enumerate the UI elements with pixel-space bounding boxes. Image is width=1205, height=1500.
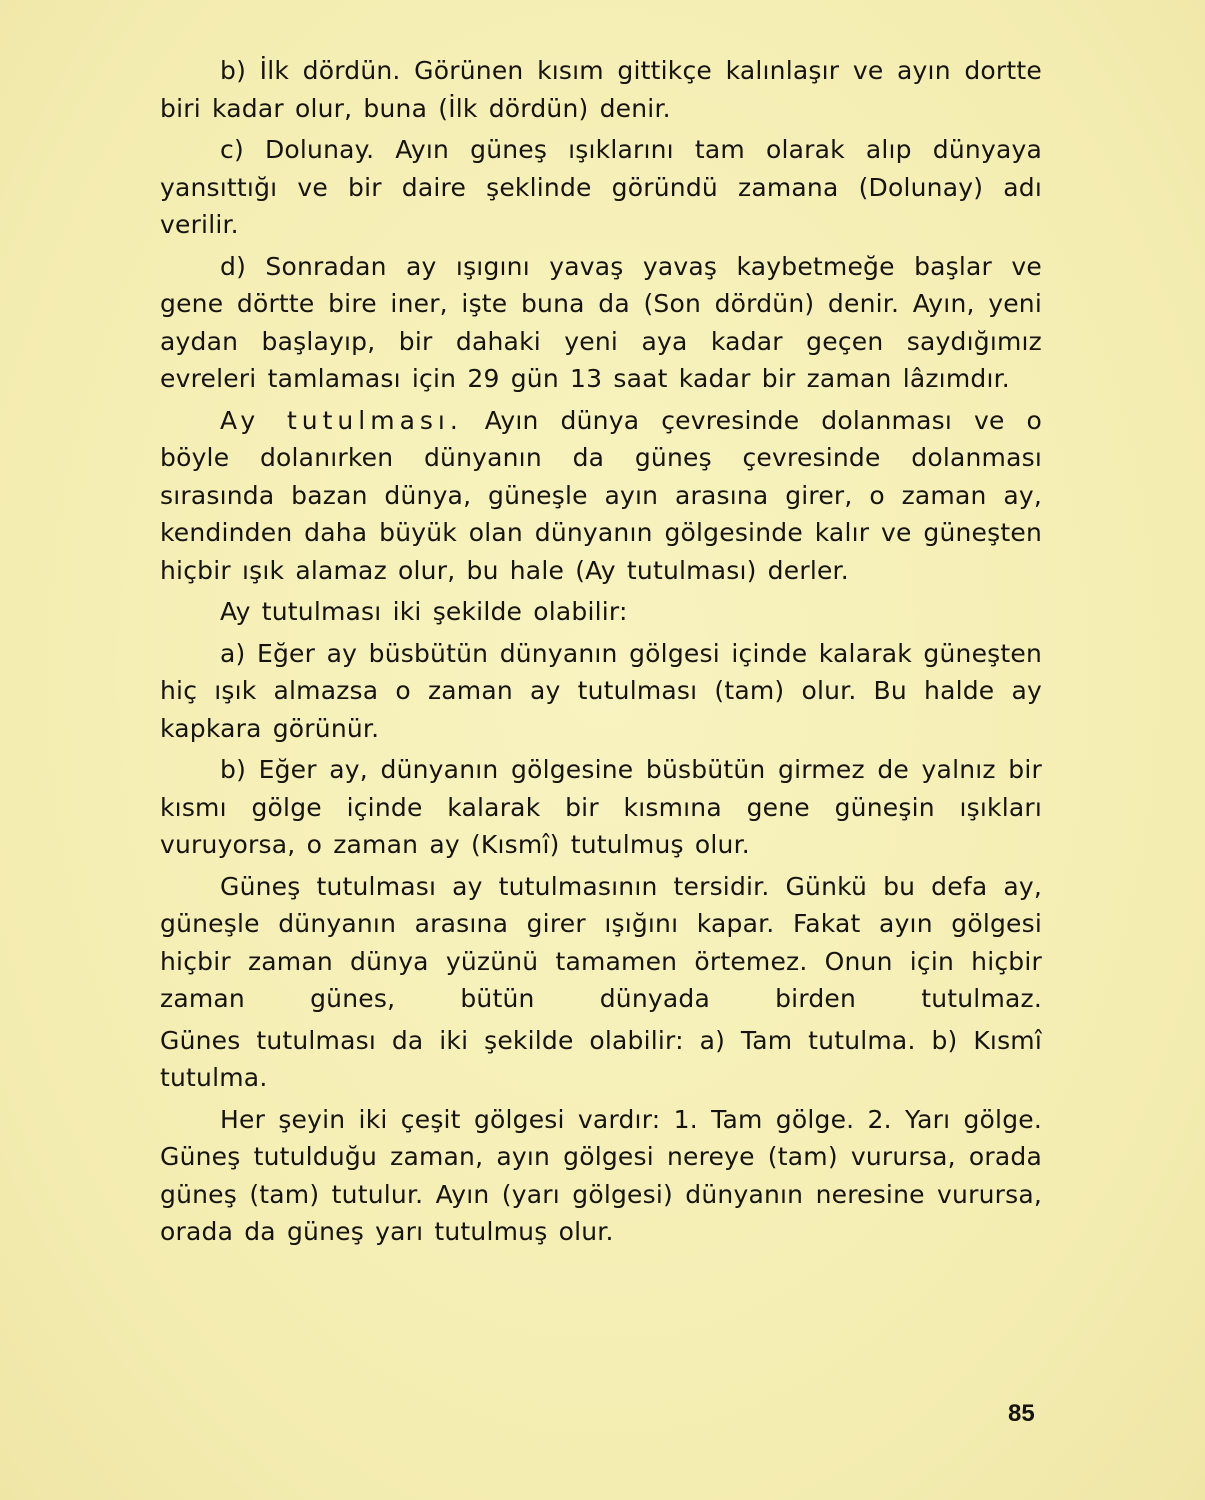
paragraph-gunes-tutulmasi: Güneş tutulması ay tutulmasının tersidir. Günkü bu defa ay, güneşle dünyanın arasına girer ışığını kapar. Fakat ayın gölgesi hiçbir zaman dünya yüzünü tamamen örtemez. Onun için hiçbir zaman günes, bütün dünyada birden tutulmaz. <box>160 871 1042 1013</box>
paragraph-iki-sekil: Ay tutulması iki şekilde olabilir: <box>220 597 628 626</box>
paragraph-gunes-iki-sekil: Günes tutulması da iki şekilde olabilir: a) Tam tutulma. b) Kısmî tutulma. <box>160 1025 1042 1092</box>
page-number: 85 <box>1008 1400 1035 1427</box>
paragraph-son-dordun: d) Sonradan ay ışıgını yavaş yavaş kaybetmeğe başlar ve gene dörtte bire iner, işte buna da (Son dördün) denir. Ayın, yeni aydan başlayıp, bir dahaki yeni aya kadar geçen saydığımız evreleri tamlaması için 29 gün 13 saat kadar bir zaman lâzımdır. <box>160 251 1042 393</box>
paragraph-kismi-tutulma: b) Eğer ay, dünyanın gölgesine büsbütün girmez de yalnız bir kısmı gölge içinde kalarak bir kısmına gene güneşin ışıkları vuruyorsa, o zaman ay (Kısmî) tutulmuş olur. <box>160 755 1042 859</box>
ay-tutulmasi-heading: Ay tutulması. <box>220 405 463 435</box>
paragraph-ilk-dordun: b) İlk dördün. Görünen kısım gittikçe kalınlaşır ve ayın dortte biri kadar olur, buna (İlk dördün) denir. <box>160 56 1042 123</box>
paragraph-golge: Her şeyin iki çeşit gölgesi vardır: 1. Tam gölge. 2. Yarı gölge. Güneş tutulduğu zaman, ayın gölgesi nereye (tam) vurursa, orada güneş (tam) tutulur. Ayın (yarı gölgesi) dünyanın neresine vurursa, orada da güneş yarı tutulmuş olur. <box>160 1104 1042 1246</box>
text-block <box>160 52 1042 1255</box>
paragraph-dolunay: c) Dolunay. Ayın güneş ışıklarını tam olarak alıp dünyaya yansıttığı ve bir daire şeklinde göründü zamana (Dolunay) adı verilir. <box>160 135 1042 239</box>
ay-tutulmasi-text: Ayın dünya çevresinde dolanması ve o böyle dolanırken dünyanın da güneş çevresinde dolanması sırasında bazan dünya, güneşle ayın arasına girer, o zaman ay, kendinden daha büyük olan dünyanın gölgesinde kalır ve güneşten hiçbir ışık alamaz olur, bu hale (Ay tutulması) derler. <box>160 405 1042 585</box>
paragraph-tam-tutulma: a) Eğer ay büsbütün dünyanın gölgesi içinde kalarak güneşten hiç ışık almazsa o zaman ay tutulması (tam) olur. Bu halde ay kapkara görünür. <box>160 638 1042 743</box>
paragraph-ay-tutulmasi <box>160 402 1042 590</box>
